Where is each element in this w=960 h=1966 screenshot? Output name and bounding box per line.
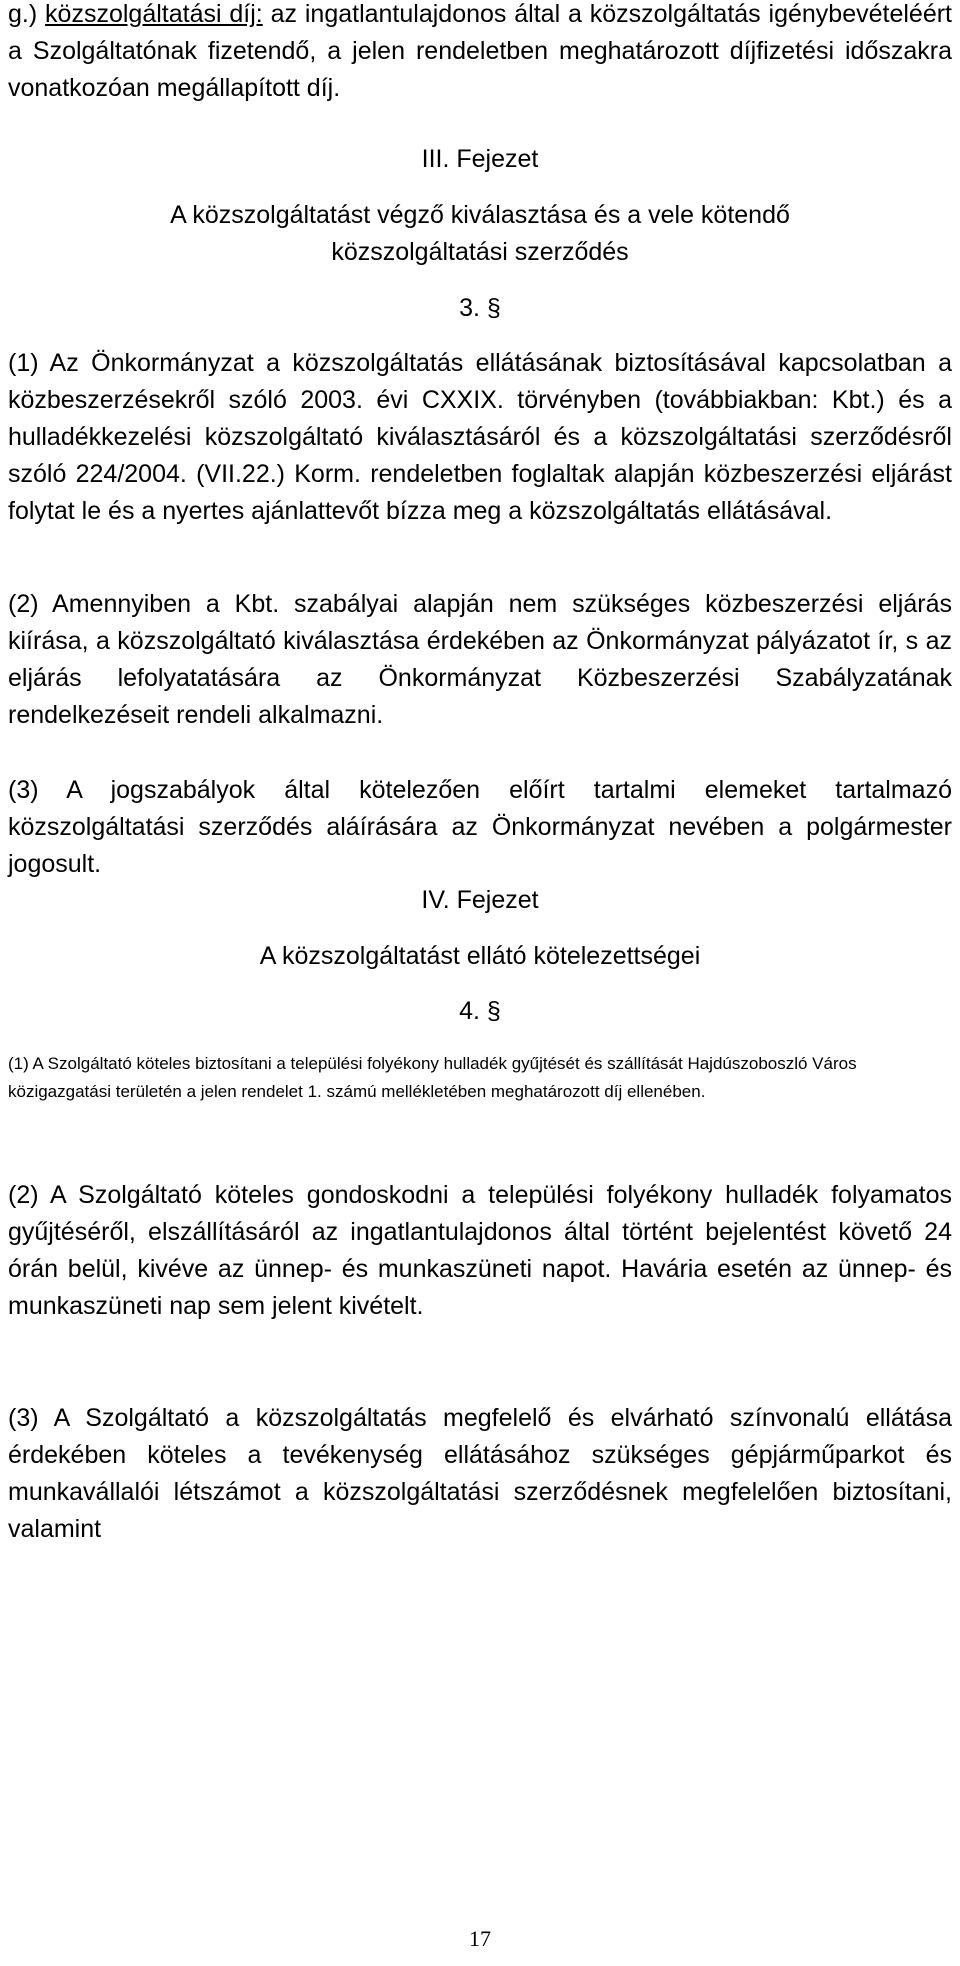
chapter-4-title: A közszolgáltatást ellátó kötelezettségei bbox=[259, 942, 701, 970]
section-4-heading: 4. § bbox=[459, 997, 501, 1025]
section-3-heading: 3. § bbox=[459, 294, 501, 322]
paragraph-g-text: az ingatlantulajdonos által a közszolgáltatás igénybevételéért a Szolgáltatónak fizetendő, a jelen rendeletben meghatározott díjfizetési időszakra vonatkozóan megállapított díj. bbox=[8, 0, 952, 102]
paragraph-g-term: közszolgáltatási díj: bbox=[45, 0, 263, 28]
section-4-paragraph-2: (2) A Szolgáltató köteles gondoskodni a települési folyékony hulladék folyamatos gyűjtéséről, elszállításáról az ingatlantulajdonos által történt bejelentést követő 24 órán belül, kivéve az ünnep- és munkaszüneti napot. Havária esetén az ünnep- és munkaszüneti nap sem jelent kivételt. bbox=[8, 1181, 952, 1320]
chapter-3-title bbox=[8, 197, 952, 271]
page-number: 17 bbox=[469, 1926, 491, 1951]
section-3-paragraph-2: (2) Amennyiben a Kbt. szabályai alapján nem szükséges közbeszerzési eljárás kiírása, a közszolgáltató kiválasztása érdekében az Önkormányzat pályázatot ír, s az eljárás lefolyatatására az Önkormányzat Közbeszerzési Szabályzatának rendelkezéseit rendeli alkalmazni. bbox=[8, 590, 952, 729]
section-3-paragraph-3: (3) A jogszabályok által kötelezően előírt tartalmi elemeket tartalmazó közszolgáltatási szerződés aláírására az Önkormányzat nevében a polgármester jogosult. bbox=[8, 776, 952, 878]
chapter-3-number: III. Fejezet bbox=[421, 145, 539, 173]
section-3-paragraph-1: (1) Az Önkormányzat a közszolgáltatás ellátásának biztosításával kapcsolatban a közbeszerzésekről szóló 2003. évi CXXIX. törvényben (továbbiakban: Kbt.) és a hulladékkezelési közszolgáltató kiválasztásáról és a közszolgáltatási szerződésről szóló 224/2004. (VII.22.) Korm. rendeletben foglaltak alapján közbeszerzési eljárást folytat le és a nyertes ajánlattevőt bízza meg a közszolgáltatás ellátásával. bbox=[8, 349, 952, 525]
section-4-paragraph-1: (1) A Szolgáltató köteles biztosítani a települési folyékony hulladék gyűjtését és szállítását Hajdúszoboszló Város közigazgatási területén a jelen rendelet 1. számú mellékletében meghatározott díj ellenében. bbox=[8, 1054, 857, 1101]
chapter-3-title-line2: közszolgáltatási szerződés bbox=[331, 238, 629, 266]
chapter-3-title-line1: A közszolgáltatást végző kiválasztása és a vele kötendő bbox=[170, 201, 790, 229]
chapter-4-number: IV. Fejezet bbox=[421, 886, 539, 914]
section-4-paragraph-3: (3) A Szolgáltató a közszolgáltatás megfelelő és elvárható színvonalú ellátása érdekében köteles a tevékenység ellátásához szükséges gépjárműparkot és munkavállalói létszámot a közszolgáltatási szerződésnek megfelelően biztosítani, valamint bbox=[8, 1404, 952, 1543]
paragraph-g bbox=[8, 0, 952, 107]
paragraph-g-label: g.) bbox=[8, 0, 46, 28]
